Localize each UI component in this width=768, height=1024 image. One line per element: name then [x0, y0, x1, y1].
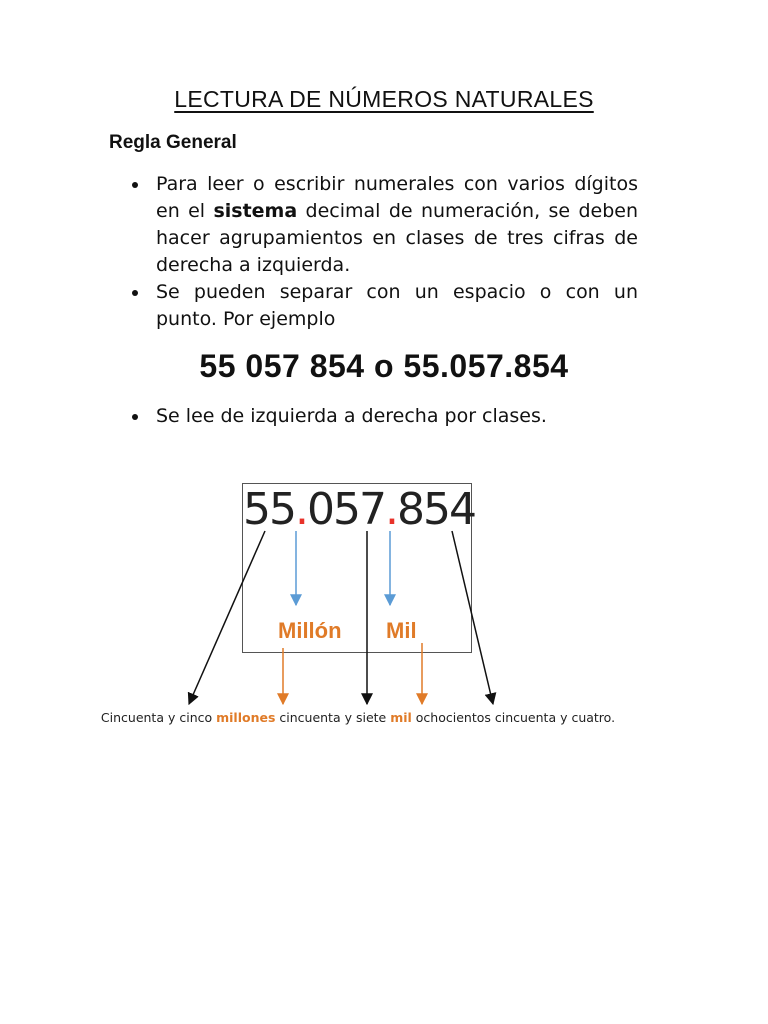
example-number: 55 057 854 o 55.057.854: [199, 348, 569, 384]
bullet-text: Para leer o escribir numerales con varios dígitos en el: [156, 173, 638, 222]
number-units: 854: [396, 484, 475, 535]
label-millon: Millón: [278, 618, 342, 643]
reading-highlight-mil: mil: [390, 710, 412, 725]
figure-reading-text: [100, 707, 616, 728]
separator-dot: .: [295, 484, 307, 535]
bullet-text: decimal de numeración, se deben hacer agrupamientos en clases de tres cifras de derecha a izquierda.: [156, 200, 638, 276]
reading-highlight-millones: millones: [216, 710, 276, 725]
arrow-black-right: [452, 531, 493, 704]
arrow-black-left: [189, 531, 265, 704]
page-title: LECTURA DE NÚMEROS NATURALES: [174, 86, 594, 112]
label-mil: Mil: [386, 618, 417, 643]
section-subtitle: Regla General: [109, 132, 237, 153]
number-thousands: 057: [307, 484, 385, 535]
number-millions: 55: [243, 484, 295, 535]
reading-text: ochocientos cincuenta y cuatro.: [411, 710, 616, 725]
reading-text: Cincuenta y cinco: [100, 710, 217, 725]
bullet-text: Se lee de izquierda a derecha por clases.: [156, 405, 547, 427]
separator-dot: .: [384, 484, 397, 535]
bullet-bold-term: sistema: [213, 200, 298, 222]
reading-text: cincuenta y siete: [275, 710, 391, 725]
bullet-text: Se pueden separar con un espacio o con un punto. Por ejemplo: [156, 281, 638, 330]
